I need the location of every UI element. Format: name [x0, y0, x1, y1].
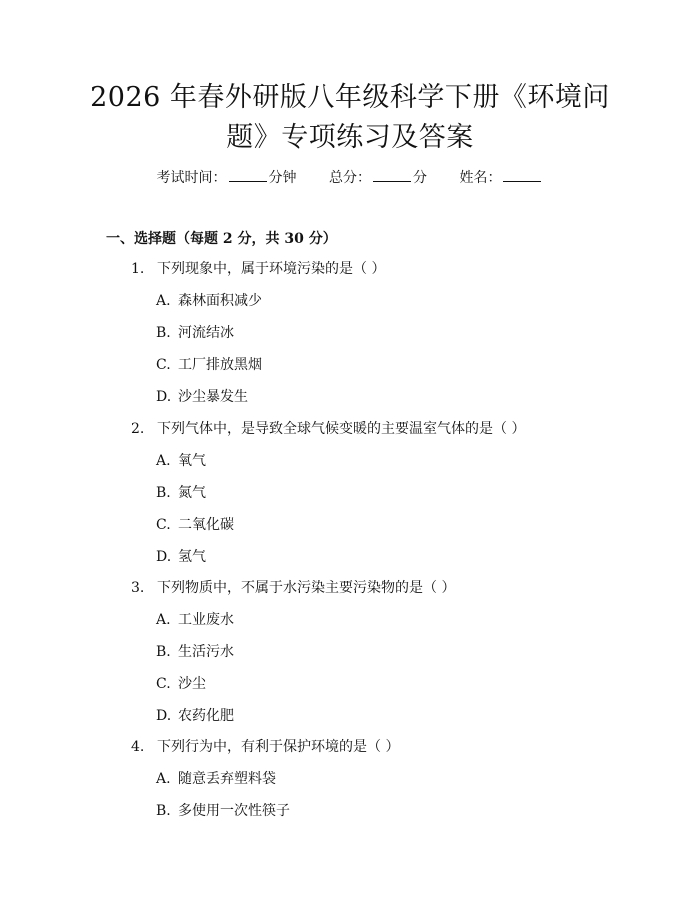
- question-text: 下列物质中，不属于水污染主要污染物的是（ ）: [157, 580, 456, 596]
- option-text: 森林面积减少: [178, 293, 262, 309]
- option-letter: A.: [156, 453, 171, 469]
- question-2-option-c: [156, 515, 234, 535]
- question-4-option-b: [156, 801, 290, 821]
- exam-score-blank: [373, 169, 411, 182]
- question-1: [131, 259, 385, 279]
- option-letter: C.: [156, 517, 171, 533]
- question-text: 下列气体中，是导致全球气候变暖的主要温室气体的是（ ）: [157, 421, 526, 437]
- question-text: 下列现象中，属于环境污染的是（ ）: [157, 261, 386, 277]
- option-letter: B.: [156, 803, 171, 819]
- exam-score: [329, 168, 427, 188]
- title-line-1: 2026 年春外研版八年级科学下册《环境问: [90, 82, 610, 113]
- option-letter: D.: [156, 708, 172, 724]
- exam-time-label: 考试时间：: [156, 170, 227, 186]
- exam-name-label: 姓名：: [459, 170, 502, 186]
- option-text: 沙尘暴发生: [178, 389, 248, 405]
- question-4-option-a: [156, 769, 276, 789]
- exam-name-blank: [503, 169, 541, 182]
- option-text: 随意丢弃塑料袋: [178, 771, 276, 787]
- question-1-option-a: [156, 291, 262, 311]
- question-1-option-b: [156, 323, 234, 343]
- question-1-option-d: [156, 387, 248, 407]
- option-letter: C.: [156, 676, 171, 692]
- exam-score-label: 总分：: [329, 170, 371, 186]
- exam-name: [459, 168, 543, 188]
- question-3-option-d: [156, 706, 234, 726]
- question-3: [131, 578, 455, 598]
- exam-time-blank: [229, 169, 267, 182]
- question-3-option-c: [156, 674, 206, 694]
- question-3-option-b: [156, 642, 234, 662]
- question-text: 下列行为中，有利于保护环境的是（ ）: [157, 739, 400, 755]
- option-text: 工业废水: [178, 612, 234, 628]
- question-number: 2.: [131, 421, 145, 437]
- exam-time-unit: 分钟: [268, 170, 297, 186]
- option-text: 氢气: [178, 549, 206, 565]
- question-number: 4.: [131, 739, 145, 755]
- question-number: 1.: [131, 261, 145, 277]
- document-title: [0, 78, 700, 158]
- option-text: 二氧化碳: [178, 517, 234, 533]
- option-letter: A.: [156, 612, 171, 628]
- option-letter: B.: [156, 485, 171, 501]
- option-text: 河流结冰: [178, 325, 234, 341]
- option-text: 氧气: [178, 453, 206, 469]
- option-text: 氮气: [178, 485, 206, 501]
- option-letter: D.: [156, 549, 172, 565]
- option-letter: A.: [156, 771, 171, 787]
- option-text: 工厂排放黑烟: [178, 357, 262, 373]
- question-2: [131, 419, 525, 439]
- option-text: 多使用一次性筷子: [178, 803, 290, 819]
- question-number: 3.: [131, 580, 145, 596]
- section-heading: 一、选择题（每题 2 分，共 30 分）: [106, 231, 337, 247]
- exam-info: [0, 168, 700, 188]
- option-letter: B.: [156, 325, 171, 341]
- option-text: 生活污水: [178, 644, 234, 660]
- option-letter: D.: [156, 389, 172, 405]
- option-text: 农药化肥: [178, 708, 234, 724]
- exam-score-unit: 分: [413, 170, 427, 186]
- option-letter: C.: [156, 357, 171, 373]
- question-2-option-a: [156, 451, 206, 471]
- question-4: [131, 737, 399, 757]
- question-2-option-b: [156, 483, 206, 503]
- question-3-option-a: [156, 610, 234, 630]
- title-line-2: 题》专项练习及答案: [226, 122, 474, 153]
- option-text: 沙尘: [178, 676, 206, 692]
- question-1-option-c: [156, 355, 262, 375]
- exam-time: [157, 168, 297, 188]
- question-2-option-d: [156, 547, 206, 567]
- option-letter: A.: [156, 293, 171, 309]
- option-letter: B.: [156, 644, 171, 660]
